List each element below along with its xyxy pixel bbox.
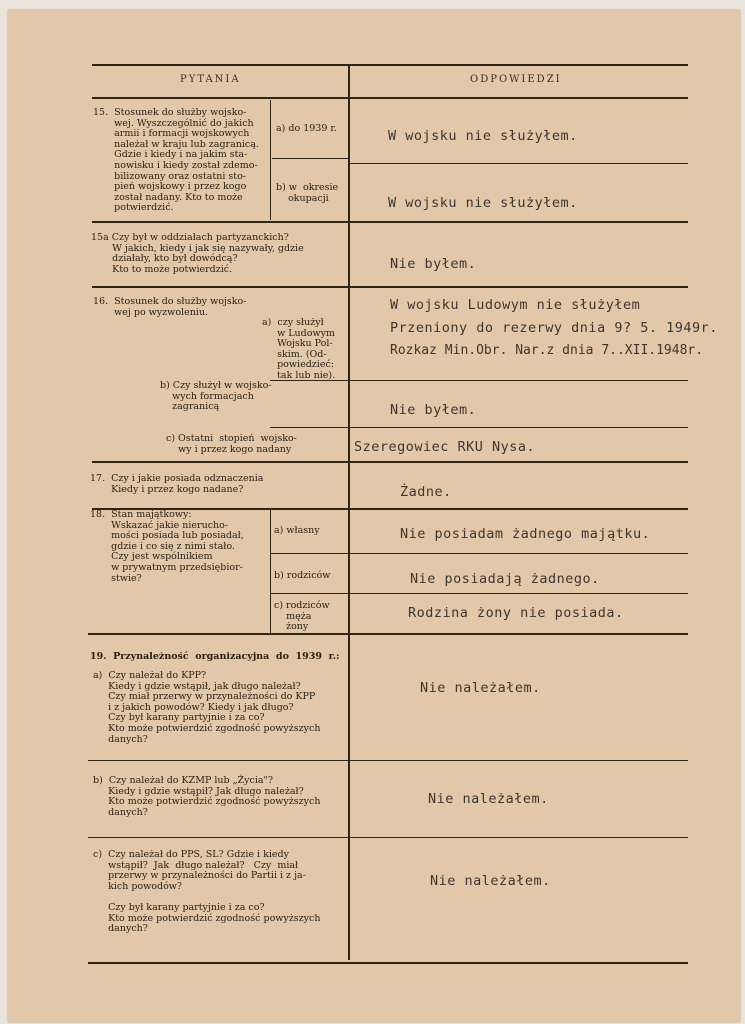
q16-c-label: c) Ostatni stopień wojsko- wy i przez kogo nadany — [166, 433, 297, 455]
q18-b-answer: Nie posiadają żadnego. — [410, 571, 600, 587]
q15-b-label: b) w okresie okupacji — [276, 182, 339, 204]
row-rule-19a — [88, 760, 688, 761]
q16-a-answer-line3: Rozkaz Min.Obr. Nar.z dnia 7..XII.1948r. — [390, 343, 704, 358]
row-rule-18 — [88, 633, 688, 635]
q19-a-text: a) Czy należał do KPP? Kiedy i gdzie wstąpił, jak długo należał? Czy miał przerwy w przynależności do KPP i z jakich powodów? Kiedy i jak długo? Czy był karany partyjnie i za co? Kto może potwierdzić zgodność powyższych danych? — [93, 670, 321, 745]
q16-a-answer-line2: Przeniony do rezerwy dnia 9? 5. 1949r. — [390, 320, 718, 336]
q19-c-answer: Nie należałem. — [430, 873, 551, 889]
q18-c-label: c) rodziców męża żony — [274, 600, 330, 633]
q17-answer: Żadne. — [400, 484, 452, 500]
q18-c-answer: Rodzina żony nie posiada. — [408, 605, 624, 621]
q17-text: 17. Czy i jakie posiada odznaczenia Kiedy i przez kogo nadane? — [90, 473, 264, 495]
q15a-answer: Nie byłem. — [390, 256, 477, 272]
q18-sub-rule-a — [270, 553, 688, 554]
q18-a-answer: Nie posiadam żadnego majątku. — [400, 526, 651, 542]
column-divider — [348, 64, 350, 960]
q15a-text: 15a Czy był w oddziałach partyzanckich? W jakich, kiedy i jak się nazywały, gdzie działały, kto był dowódcą? Kto to może potwierdzić. — [91, 232, 304, 275]
q19-title-text: 19. Przynależność organizacyjna do 1939 r.: — [90, 651, 340, 662]
q15-sub-rule-left — [272, 158, 348, 159]
q16-a-label: a) czy służył w Ludowym Wojsku Pol- skim. (Od- powiedzieć: tak lub nie). — [262, 317, 336, 381]
q18-sub-rule-b — [270, 593, 688, 594]
q15-sub-divider — [270, 100, 271, 220]
q15-b-answer: W wojsku nie służyłem. — [388, 195, 578, 211]
q15-text: 15. Stosunek do służby wojsko- wej. Wyszczególnić do jakich armii i formacji wojskowych należał w kraju lub zagranicą. Gdzie i kiedy i na jakim sta- nowisku i kiedy został zdemo- bilizowany oraz ostatni sto- pień wojskowy i przez kogo został nadany. Kto to może potwierdzić. — [93, 107, 259, 214]
q18-sub-divider — [270, 509, 271, 633]
bottom-rule — [88, 962, 688, 964]
row-rule-16 — [92, 461, 688, 463]
top-rule — [92, 64, 688, 66]
row-rule-15 — [92, 221, 688, 223]
questions-header: PYTANIA — [180, 74, 241, 85]
q18-b-label: b) rodziców — [274, 570, 331, 581]
q19-b-text: b) Czy należał do KZMP lub „Życia"? Kiedy i gdzie wstąpił? Jak długo należał? Kto może potwierdzić zgodność powyższych danych? — [93, 775, 321, 818]
q15-a-label: a) do 1939 r. — [276, 123, 337, 134]
q18-text: 18. Stan majątkowy: Wskazać jakie nierucho- mości posiada lub posiadał, gdzie i co się z nimi stało. Czy jest wspólnikiem w prywatnym przedsiębior- stwie? — [90, 509, 244, 584]
q16-a-answer-line1: W wojsku Ludowym nie służyłem — [390, 297, 641, 313]
header-rule — [92, 97, 688, 99]
q16-b-answer: Nie byłem. — [390, 402, 477, 418]
q16-c-answer: Szeregowiec RKU Nysa. — [354, 439, 536, 455]
q15-a-answer: W wojsku nie służyłem. — [388, 128, 578, 144]
q19-b-answer: Nie należałem. — [428, 791, 549, 807]
q19-c-text: c) Czy należał do PPS, SL? Gdzie i kiedy wstąpił? Jak długo należał? Czy miał przerwy w przynależności do Partii i z ja- kich powodów? Czy był karany partyjnie i za co? Kto może potwierdzić zgodność powyższych danych? — [93, 849, 321, 935]
q19-a-answer: Nie należałem. — [420, 680, 541, 696]
q16-text: 16. Stosunek do służby wojsko- wej po wyzwoleniu. — [93, 296, 247, 318]
q18-a-label: a) własny — [274, 525, 320, 536]
row-rule-19b — [88, 837, 688, 838]
q16-sub-rule-b — [270, 427, 688, 428]
q15-sub-rule-right — [348, 163, 688, 164]
row-rule-15a — [92, 286, 688, 288]
answers-header: ODPOWIEDZI — [470, 74, 562, 85]
q19-title — [90, 652, 340, 663]
q16-b-label: b) Czy służył w wojsko- wych formacjach zagranicą — [160, 380, 272, 413]
